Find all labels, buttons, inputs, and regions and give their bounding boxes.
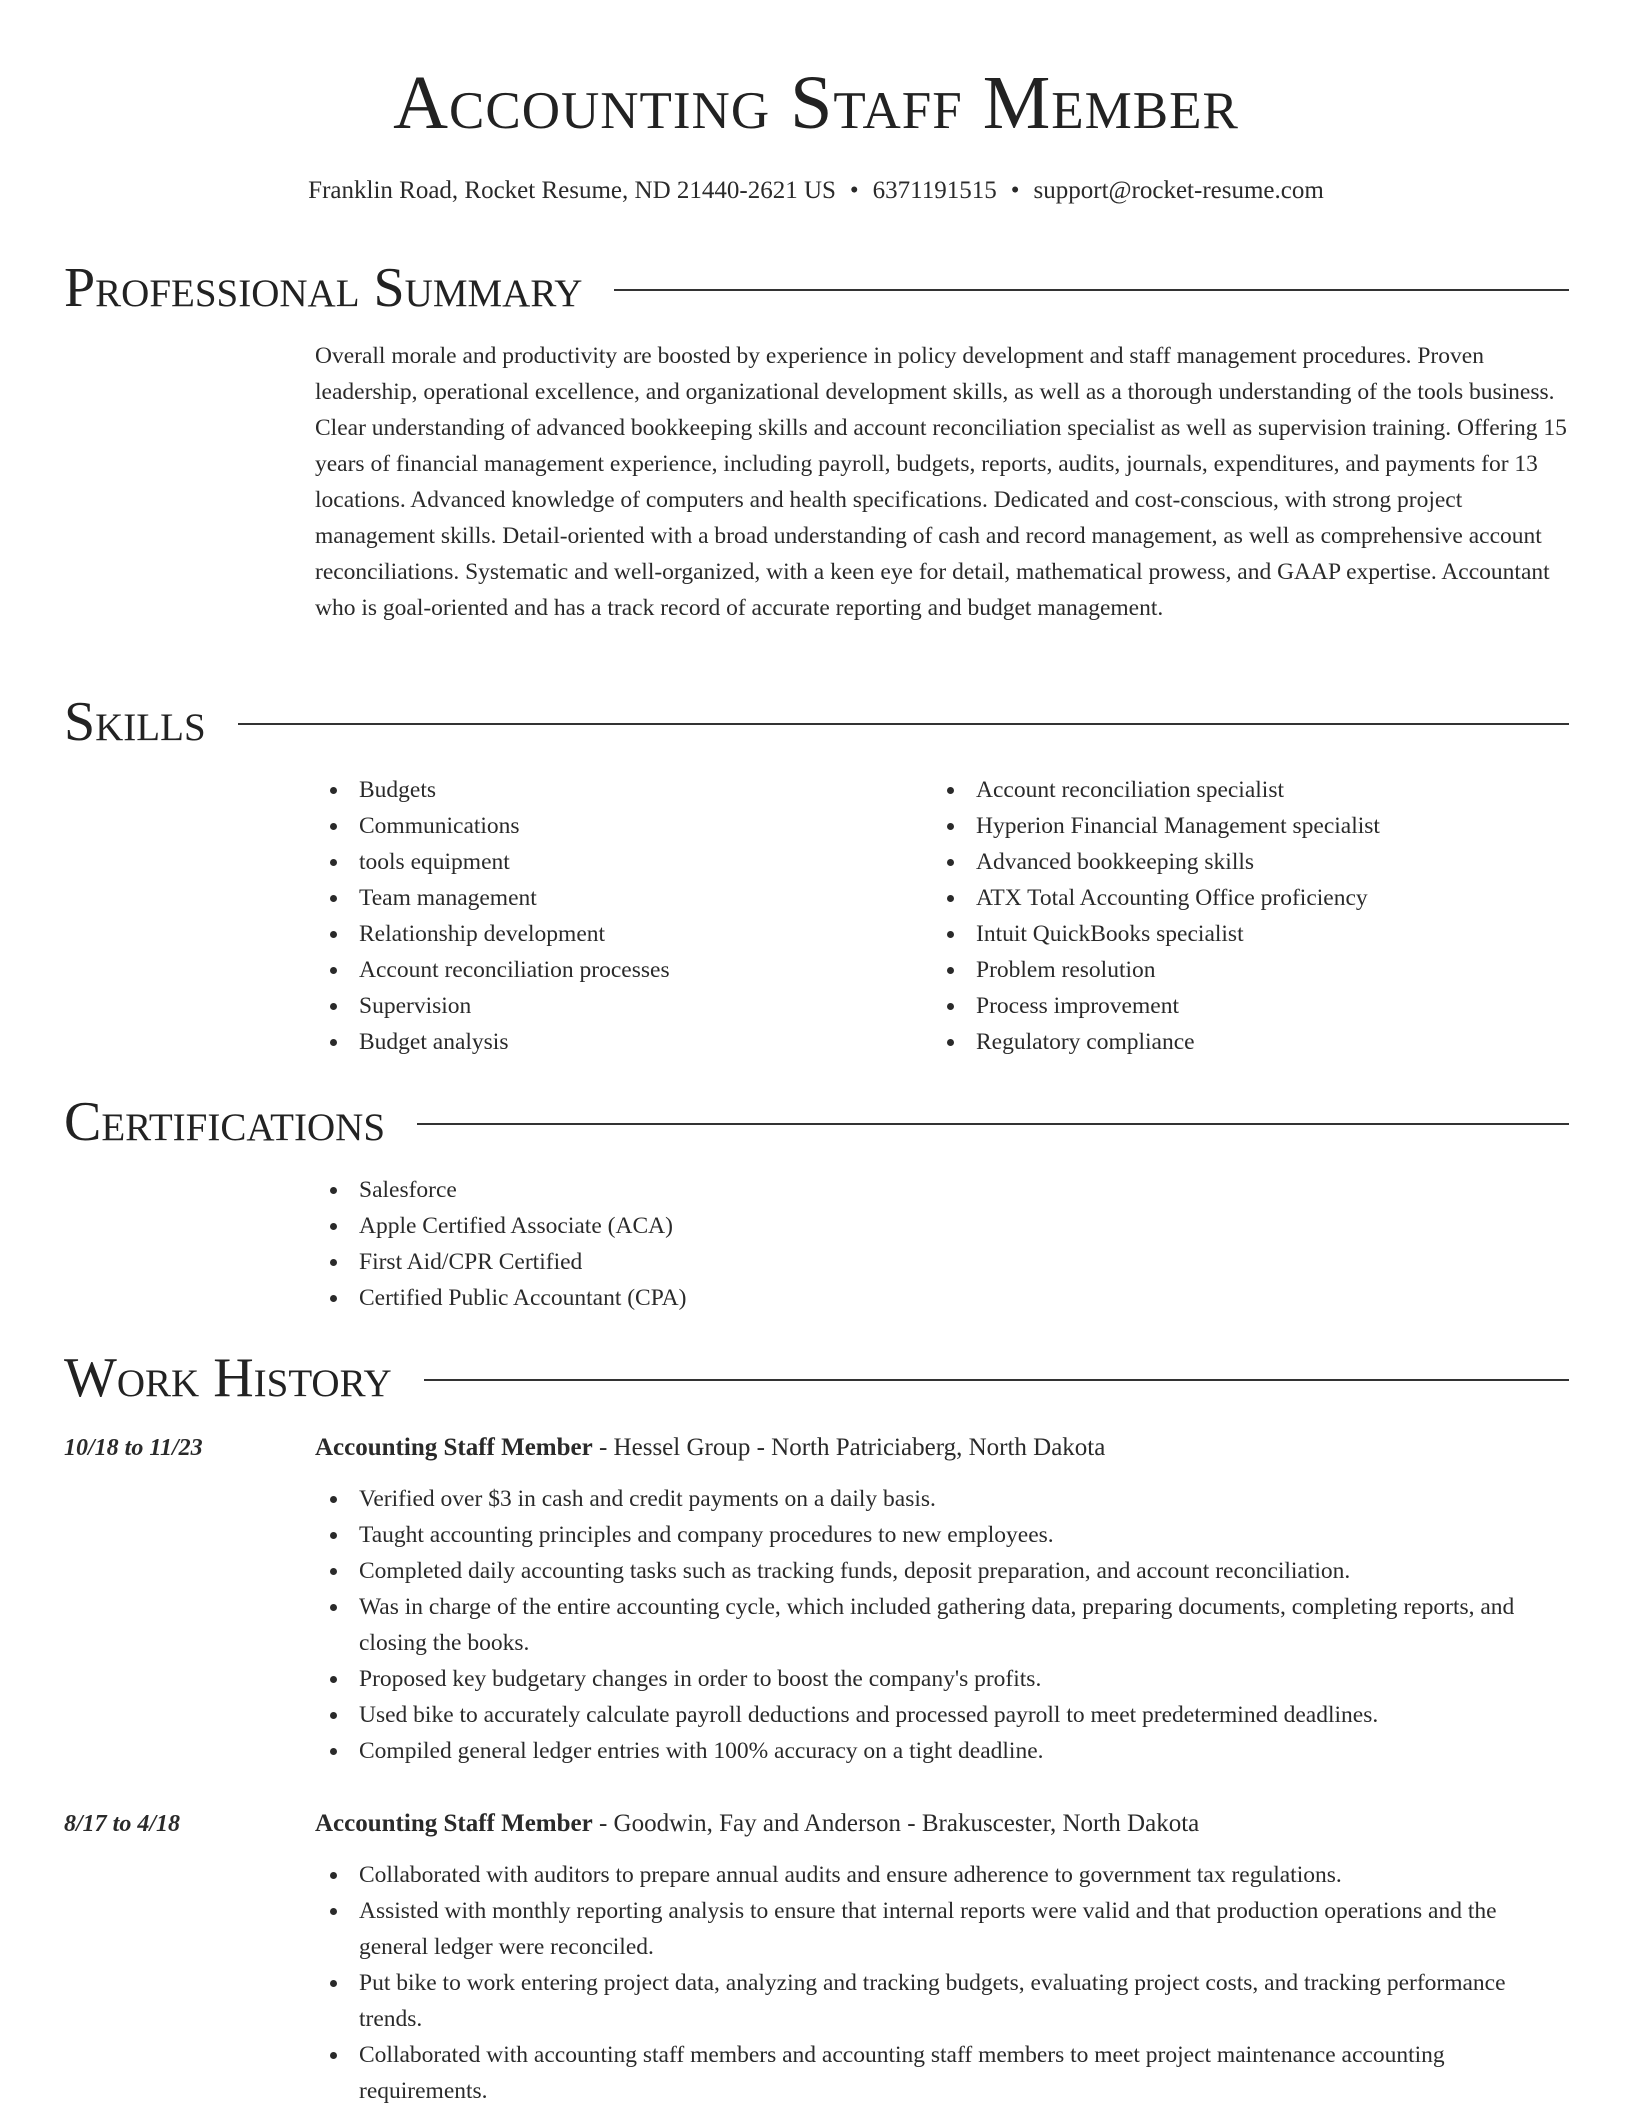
skill-item: Budget analysis: [315, 1024, 915, 1060]
duty-item: Proposed key budgetary changes in order to boost the company's profits.: [315, 1661, 1569, 1697]
skills-list-right: [932, 772, 1569, 1060]
work-history-heading: Work History: [64, 1347, 392, 1409]
section-divider: [238, 723, 1569, 725]
job-heading: [315, 1430, 1105, 1466]
section-divider: [614, 289, 1569, 291]
duty-item: Put bike to work entering project data, analyzing and tracking budgets, evaluating project costs, and tracking performance trends.: [315, 1965, 1569, 2037]
job-heading: [315, 1806, 1199, 1842]
certifications-block: [315, 1172, 1569, 1316]
certifications-list: [315, 1172, 1569, 1316]
section-divider: [424, 1379, 1569, 1381]
job-title: Accounting Staff Member: [315, 1810, 593, 1837]
duty-item: Verified over $3 in cash and credit payments on a daily basis.: [315, 1481, 1569, 1517]
skill-item: Relationship development: [315, 916, 915, 952]
skills-list-left: [315, 772, 915, 1060]
contact-separator: •: [1010, 177, 1020, 204]
contact-address: Franklin Road, Rocket Resume, ND 21440-2621 US: [308, 177, 836, 204]
job-dates: 10/18 to 11/23: [64, 1435, 203, 1461]
skill-item: Account reconciliation processes: [315, 952, 915, 988]
skill-item: Team management: [315, 880, 915, 916]
summary-text: Overall morale and productivity are boosted by experience in policy development and staff management procedures. Proven leadership, operational excellence, and organizational development skills, as well as a thorough understanding of the tools business. Clear understanding of advanced bookkeeping skills and account reconciliation specialist as well as supervision training. Offering 15 years of financial management experience, including payroll, budgets, reports, audits, journals, expenditures, and payments for 13 locations. Advanced knowledge of computers and health specifications. Dedicated and cost-conscious, with strong project management skills. Detail-oriented with a broad understanding of cash and record management, as well as comprehensive account reconciliations. Systematic and well-organized, with a keen eye for detail, mathematical prowess, and GAAP expertise. Accountant who is goal-oriented and has a track record of accurate reporting and budget management.: [315, 343, 1567, 621]
duty-item: Assisted with monthly reporting analysis to ensure that internal reports were valid and that production operations and the general ledger were reconciled.: [315, 1893, 1569, 1965]
skill-item: Intuit QuickBooks specialist: [932, 916, 1569, 952]
skill-item: Supervision: [315, 988, 915, 1024]
job-duties: [315, 1481, 1569, 1769]
summary-heading: Professional Summary: [64, 257, 583, 319]
skill-item: tools equipment: [315, 844, 915, 880]
candidate-name: Accounting Staff Member: [393, 61, 1239, 145]
contact-line: [0, 174, 1632, 208]
duty-item: Collaborated with accounting staff members and accounting staff members to meet project maintenance accounting requirements.: [315, 2037, 1569, 2109]
skills-column-right: [932, 772, 1569, 1060]
duty-item: Completed daily accounting tasks such as tracking funds, deposit preparation, and account reconciliation.: [315, 1553, 1569, 1589]
job-duties: [315, 1857, 1569, 2109]
section-divider: [417, 1123, 1569, 1125]
skill-item: Problem resolution: [932, 952, 1569, 988]
job-title: Accounting Staff Member: [315, 1434, 593, 1461]
skill-item: Hyperion Financial Management specialist: [932, 808, 1569, 844]
skills-column-left: [315, 772, 915, 1060]
job-employer: - Goodwin, Fay and Anderson - Brakuscester, North Dakota: [592, 1810, 1200, 1837]
skill-item: Budgets: [315, 772, 915, 808]
certifications-section-header: [64, 1090, 1569, 1154]
skill-item: Process improvement: [932, 988, 1569, 1024]
skill-item: Account reconciliation specialist: [932, 772, 1569, 808]
certifications-heading: Certifications: [64, 1091, 386, 1153]
contact-email: support@rocket-resume.com: [1033, 177, 1324, 204]
skills-section-header: [64, 690, 1569, 754]
duty-item: Used bike to accurately calculate payroll deductions and processed payroll to meet predetermined deadlines.: [315, 1697, 1569, 1733]
skill-item: Communications: [315, 808, 915, 844]
skill-item: Advanced bookkeeping skills: [932, 844, 1569, 880]
duty-item: Was in charge of the entire accounting cycle, which included gathering data, preparing documents, completing reports, and closing the books.: [315, 1589, 1569, 1661]
job-duties-list: [315, 1857, 1569, 2109]
contact-phone: 6371191515: [872, 177, 997, 204]
skill-item: Regulatory compliance: [932, 1024, 1569, 1060]
duty-item: Compiled general ledger entries with 100% accuracy on a tight deadline.: [315, 1733, 1569, 1769]
job-duties-list: [315, 1481, 1569, 1769]
summary-section-header: [64, 256, 1569, 320]
certification-item: First Aid/CPR Certified: [315, 1244, 1569, 1280]
skill-item: ATX Total Accounting Office proficiency: [932, 880, 1569, 916]
job-dates: 8/17 to 4/18: [64, 1811, 181, 1837]
certification-item: Apple Certified Associate (ACA): [315, 1208, 1569, 1244]
certification-item: Salesforce: [315, 1172, 1569, 1208]
skills-heading: Skills: [64, 691, 206, 753]
duty-item: Collaborated with auditors to prepare annual audits and ensure adherence to government tax regulations.: [315, 1857, 1569, 1893]
job-employer: - Hessel Group - North Patriciaberg, North Dakota: [592, 1434, 1106, 1461]
contact-separator: •: [849, 177, 859, 204]
work-history-section-header: [64, 1346, 1569, 1410]
certification-item: Certified Public Accountant (CPA): [315, 1280, 1569, 1316]
duty-item: Taught accounting principles and company procedures to new employees.: [315, 1517, 1569, 1553]
